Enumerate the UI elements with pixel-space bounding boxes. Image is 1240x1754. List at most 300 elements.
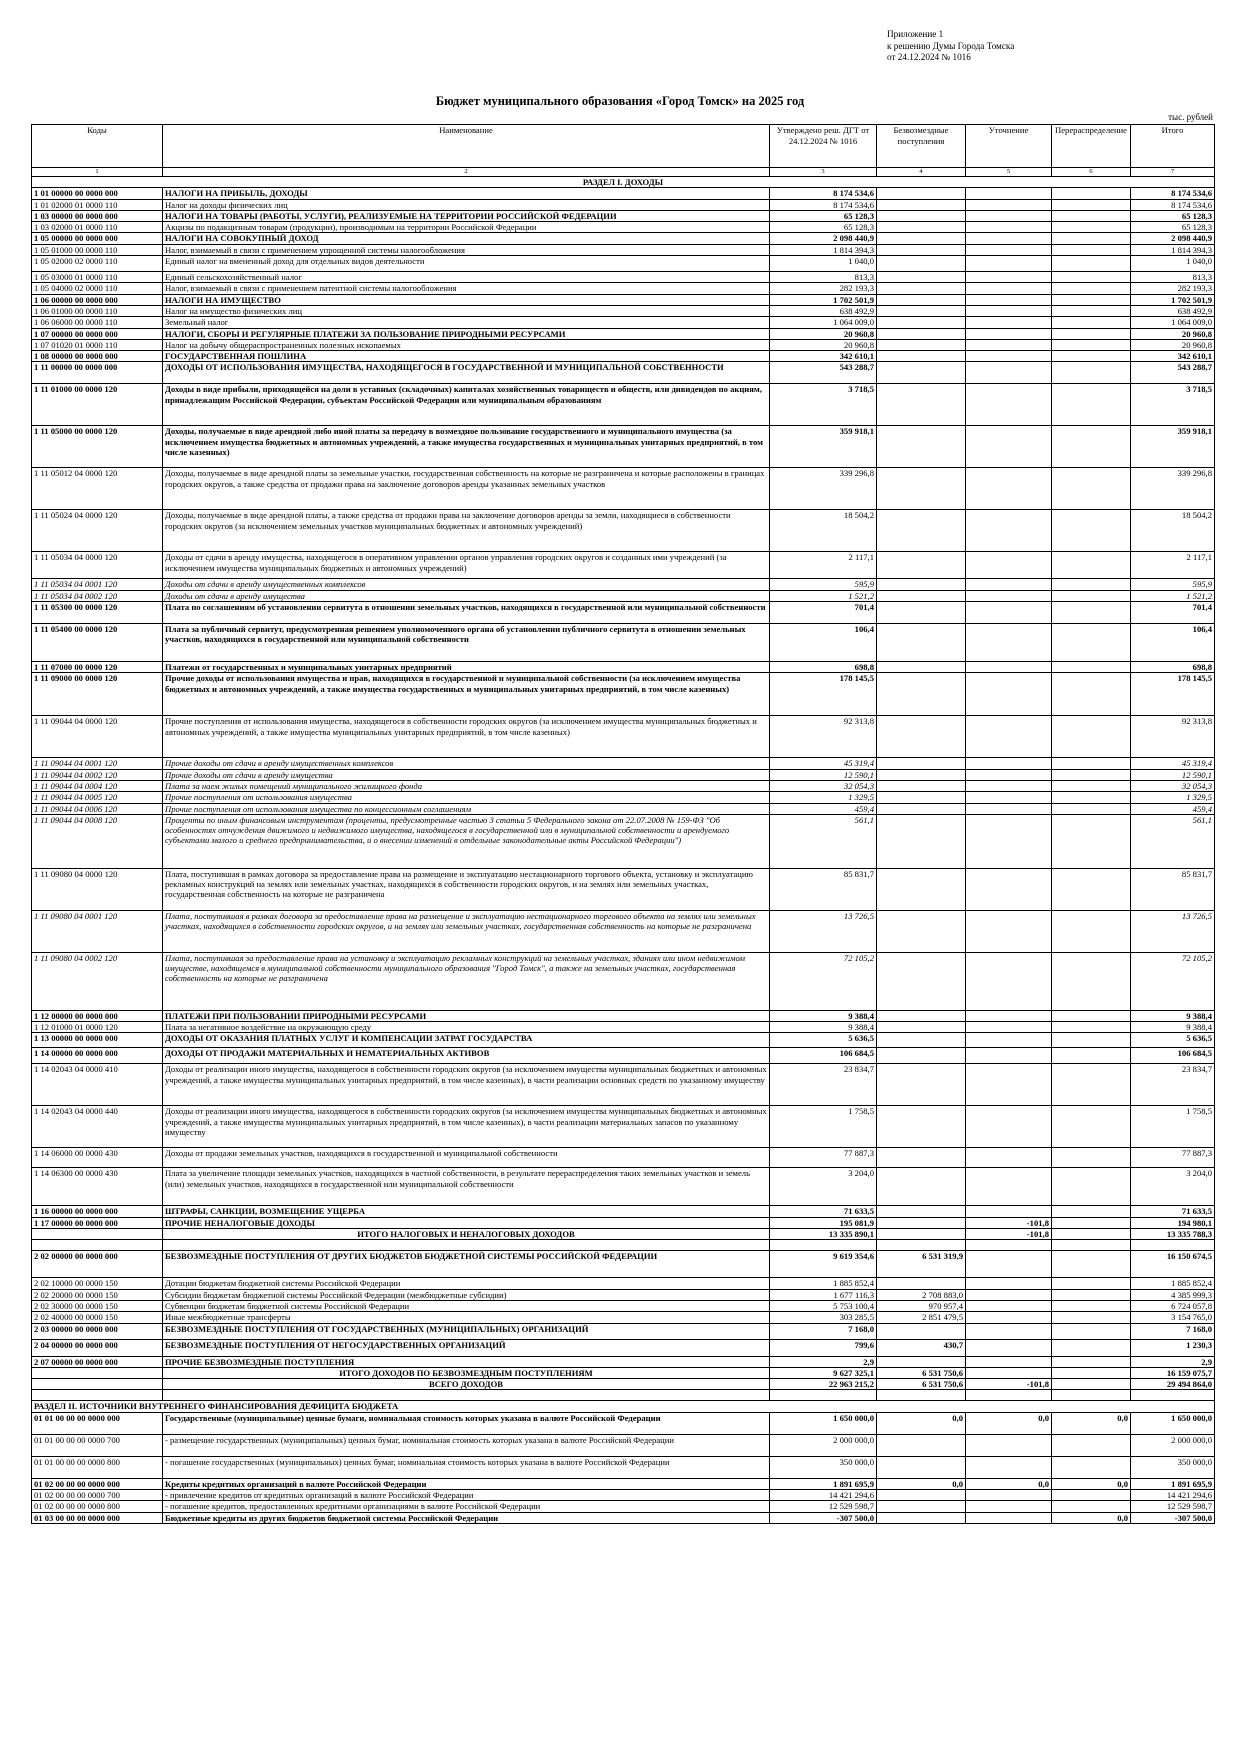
table-row — [32, 1106, 1215, 1148]
amount-cell: 2,9 — [770, 1356, 877, 1367]
table-row — [32, 602, 1215, 624]
table-row — [32, 188, 1215, 199]
table-row — [32, 758, 1215, 769]
amount-cell: 350 000,0 — [1131, 1456, 1215, 1478]
amount-cell: 2 098 440,9 — [1131, 233, 1215, 244]
code-cell: 2 02 40000 00 0000 150 — [32, 1312, 163, 1323]
amount-cell: 1 891 695,9 — [770, 1478, 877, 1489]
amount-cell — [966, 1064, 1052, 1106]
amount-cell — [1131, 1240, 1215, 1251]
amount-cell — [966, 1289, 1052, 1300]
amount-cell: 65 128,3 — [1131, 210, 1215, 221]
amount-cell: 342 610,1 — [1131, 351, 1215, 362]
col-header-total: Итого — [1131, 125, 1215, 168]
amount-cell: 0,0 — [877, 1478, 966, 1489]
total-label: ВСЕГО ДОХОДОВ — [163, 1379, 770, 1390]
amount-cell — [966, 199, 1052, 210]
amount-cell — [966, 579, 1052, 590]
amount-cell — [877, 1390, 966, 1401]
amount-cell: 92 313,8 — [1131, 716, 1215, 758]
budget-table-body — [32, 177, 1215, 1524]
name-cell: Плата, поступившая за предоставление права на установку и эксплуатацию рекламных конструкций на земельных участках, зданиях или ином недвижимом имуществе, находящемся в муниципальной собственности муниципального образования "Город Томск", а также на земельных участках, государственная собственность на которые не разграничена — [163, 952, 770, 1010]
amount-cell — [1052, 1339, 1131, 1356]
amount-cell — [1052, 803, 1131, 814]
amount-cell — [1052, 952, 1131, 1010]
amount-cell — [877, 1033, 966, 1048]
amount-cell: 303 285,5 — [770, 1312, 877, 1323]
name-cell: БЕЗВОЗМЕЗДНЫЕ ПОСТУПЛЕНИЯ ОТ ГОСУДАРСТВЕННЫХ (МУНИЦИПАЛЬНЫХ) ОРГАНИЗАЦИЙ — [163, 1323, 770, 1339]
amount-cell: 23 834,7 — [1131, 1064, 1215, 1106]
name-cell: Доходы от сдачи в аренду имущества — [163, 590, 770, 601]
code-cell: 2 02 00000 00 0000 000 — [32, 1251, 163, 1278]
amount-cell: 1 814 394,3 — [1131, 244, 1215, 255]
amount-cell: 0,0 — [1052, 1412, 1131, 1434]
code-cell: 1 06 06000 00 0000 110 — [32, 317, 163, 328]
amount-cell: 1 329,5 — [1131, 792, 1215, 803]
table-row — [32, 769, 1215, 780]
amount-cell — [877, 662, 966, 673]
name-cell: ДОХОДЫ ОТ ПРОДАЖИ МАТЕРИАЛЬНЫХ И НЕМАТЕРИАЛЬНЫХ АКТИВОВ — [163, 1048, 770, 1064]
amount-cell — [966, 1048, 1052, 1064]
amount-cell — [877, 362, 966, 384]
code-cell: 01 02 00 00 00 0000 800 — [32, 1501, 163, 1512]
amount-cell — [877, 256, 966, 272]
name-cell: Прочие доходы от использования имущества и прав, находящихся в государственной и муниципальной собственности (за исключением имущества бюджетных и автономных учреждений, а также имущества государственных и муниципальных унитарных предприятий, в том числе казенных) — [163, 673, 770, 716]
code-cell: 1 05 01000 00 0000 110 — [32, 244, 163, 255]
name-cell: ШТРАФЫ, САНКЦИИ, ВОЗМЕЩЕНИЕ УЩЕРБА — [163, 1206, 770, 1217]
amount-cell — [966, 792, 1052, 803]
name-cell: Доходы в виде прибыли, приходящейся на доли в уставных (складочных) капиталах хозяйственных товариществ и обществ, или дивидендов по акциям, принадлежащим Российской Федерации, субъектам Российской Федерации или муниципальным образованиям — [163, 384, 770, 426]
table-row — [32, 590, 1215, 601]
name-cell: Проценты по иным финансовым инструментам (проценты, предусмотренные частью 3 статьи 5 Федерального закона от 22.07.2008 № 159-ФЗ "Об особенностях отчуждения движимого и недвижимого имущества, находящегося в государственной или в муниципальной собственности и арендуемого субъектами малого и среднего предпринимательства, и о внесении изменений в отдельные законодательные акты Российской Федерации") — [163, 814, 770, 868]
amount-cell — [877, 1512, 966, 1523]
name-cell: НАЛОГИ НА ИМУЩЕСТВО — [163, 294, 770, 305]
amount-cell: 12 590,1 — [1131, 769, 1215, 780]
amount-cell: 339 296,8 — [1131, 468, 1215, 510]
amount-cell: 1 521,2 — [770, 590, 877, 601]
amount-cell: 9 388,4 — [770, 1022, 877, 1033]
amount-cell — [1052, 1356, 1131, 1367]
amount-cell: -101,8 — [966, 1229, 1052, 1240]
amount-cell — [1052, 468, 1131, 510]
amount-cell — [877, 1064, 966, 1106]
name-cell: Акцизы по подакцизным товарам (продукции), производимым на территории Российской Федерации — [163, 222, 770, 233]
amount-cell — [966, 272, 1052, 283]
amount-cell — [877, 1206, 966, 1217]
code-cell: 1 11 09044 04 0001 120 — [32, 758, 163, 769]
amount-cell — [1052, 602, 1131, 624]
amount-cell: 1 064 009,0 — [1131, 317, 1215, 328]
amount-cell: 2 117,1 — [1131, 552, 1215, 579]
amount-cell: 342 610,1 — [770, 351, 877, 362]
table-row — [32, 868, 1215, 910]
amount-cell — [1052, 579, 1131, 590]
amount-cell — [1052, 1434, 1131, 1456]
code-cell: 01 01 00 00 00 0000 700 — [32, 1434, 163, 1456]
amount-cell — [877, 188, 966, 199]
amount-cell: 195 081,9 — [770, 1217, 877, 1228]
amount-cell: -101,8 — [966, 1379, 1052, 1390]
code-cell: 1 11 09044 04 0004 120 — [32, 780, 163, 791]
amount-cell — [966, 233, 1052, 244]
amount-cell — [877, 910, 966, 952]
code-cell: 1 11 05300 00 0000 120 — [32, 602, 163, 624]
amount-cell — [1052, 272, 1131, 283]
total-row — [32, 1367, 1215, 1378]
table-row — [32, 317, 1215, 328]
amount-cell: 20 960,8 — [1131, 328, 1215, 339]
amount-cell — [1052, 792, 1131, 803]
amount-cell: 16 150 674,5 — [1131, 1251, 1215, 1278]
code-cell — [32, 1229, 163, 1240]
amount-cell — [877, 1217, 966, 1228]
code-cell: 1 07 01020 01 0000 110 — [32, 339, 163, 350]
amount-cell — [1052, 769, 1131, 780]
total-row — [32, 1229, 1215, 1240]
code-cell: 01 02 00 00 00 0000 000 — [32, 1478, 163, 1489]
code-cell: 1 11 05034 04 0001 120 — [32, 579, 163, 590]
table-row — [32, 1033, 1215, 1048]
amount-cell: -101,8 — [966, 1217, 1052, 1228]
amount-cell — [1052, 868, 1131, 910]
table-row — [32, 1434, 1215, 1456]
name-cell: НАЛОГИ НА СОВОКУПНЫЙ ДОХОД — [163, 233, 770, 244]
amount-cell — [877, 1240, 966, 1251]
column-number-row — [32, 168, 1215, 177]
amount-cell: 20 960,8 — [770, 339, 877, 350]
code-cell: 1 05 02000 02 0000 110 — [32, 256, 163, 272]
amount-cell: 4 385 999,3 — [1131, 1289, 1215, 1300]
name-cell: - погашение кредитов, предоставленных кредитными организациями в валюте Российской Федерации — [163, 1501, 770, 1512]
amount-cell: 359 918,1 — [770, 426, 877, 468]
code-cell: 1 08 00000 00 0000 000 — [32, 351, 163, 362]
table-header-row — [32, 125, 1215, 168]
amount-cell — [966, 510, 1052, 552]
amount-cell — [877, 803, 966, 814]
name-cell: Плата за увеличение площади земельных участков, находящихся в частной собственности, в результате перераспределения таких земельных участков и земель (или) земельных участков, находящихся в государственной или муниципальной собственности — [163, 1168, 770, 1206]
units-label: тыс. рублей — [1168, 112, 1213, 122]
amount-cell — [966, 803, 1052, 814]
amount-cell: 0,0 — [966, 1478, 1052, 1489]
amount-cell: 12 529 598,7 — [770, 1501, 877, 1512]
amount-cell — [966, 1367, 1052, 1378]
table-row — [32, 510, 1215, 552]
amount-cell — [877, 1148, 966, 1168]
amount-cell: 85 831,7 — [770, 868, 877, 910]
col-number: 7 — [1131, 168, 1215, 177]
name-cell: Доходы, получаемые в виде арендной платы за земельные участки, государственная собственность на которые не разграничена и которые расположены в границах городских округов, а также средства от продажи права на заключение договоров аренды указанных земельных участков — [163, 468, 770, 510]
amount-cell — [966, 384, 1052, 426]
amount-cell — [966, 1106, 1052, 1148]
col-header-codes: Коды — [32, 125, 163, 168]
amount-cell — [1052, 188, 1131, 199]
amount-cell — [1052, 673, 1131, 716]
amount-cell: 2 851 479,5 — [877, 1312, 966, 1323]
code-cell: 1 11 09080 04 0002 120 — [32, 952, 163, 1010]
amount-cell: 72 105,2 — [770, 952, 877, 1010]
amount-cell: 106,4 — [1131, 624, 1215, 662]
table-row — [32, 468, 1215, 510]
amount-cell — [966, 590, 1052, 601]
amount-cell: 1 329,5 — [770, 792, 877, 803]
col-number: 4 — [877, 168, 966, 177]
amount-cell — [966, 1312, 1052, 1323]
amount-cell: 6 724 057,8 — [1131, 1300, 1215, 1311]
name-cell: Налог, взимаемый в связи с применением патентной системы налогообложения — [163, 283, 770, 294]
amount-cell: 12 529 598,7 — [1131, 1501, 1215, 1512]
table-row — [32, 199, 1215, 210]
amount-cell — [877, 814, 966, 868]
amount-cell — [877, 758, 966, 769]
table-row — [32, 952, 1215, 1010]
name-cell: Иные межбюджетные трансферты — [163, 1312, 770, 1323]
amount-cell: 9 388,4 — [1131, 1022, 1215, 1033]
name-cell — [163, 1240, 770, 1251]
total-label: ИТОГО НАЛОГОВЫХ И НЕНАЛОГОВЫХ ДОХОДОВ — [163, 1229, 770, 1240]
table-row — [32, 283, 1215, 294]
table-row — [32, 673, 1215, 716]
code-cell — [32, 1379, 163, 1390]
amount-cell — [966, 362, 1052, 384]
amount-cell: 282 193,3 — [1131, 283, 1215, 294]
table-row — [32, 222, 1215, 233]
section-title: РАЗДЕЛ I. ДОХОДЫ — [32, 177, 1215, 188]
amount-cell — [966, 351, 1052, 362]
amount-cell: 970 957,4 — [877, 1300, 966, 1311]
amount-cell — [966, 1512, 1052, 1523]
amount-cell — [877, 1356, 966, 1367]
amount-cell — [966, 305, 1052, 316]
amount-cell: 561,1 — [1131, 814, 1215, 868]
amount-cell: 9 388,4 — [770, 1010, 877, 1021]
amount-cell: 339 296,8 — [770, 468, 877, 510]
code-cell: 1 01 02000 01 0000 110 — [32, 199, 163, 210]
col-header-grants: Безвозмездные поступления — [877, 125, 966, 168]
amount-cell: 2 708 883,0 — [877, 1289, 966, 1300]
code-cell: 1 12 00000 00 0000 000 — [32, 1010, 163, 1021]
amount-cell — [966, 602, 1052, 624]
amount-cell — [877, 1456, 966, 1478]
col-header-clarification: Уточнение — [966, 125, 1052, 168]
amount-cell: 1 758,5 — [770, 1106, 877, 1148]
code-cell: 1 14 06000 00 0000 430 — [32, 1148, 163, 1168]
name-cell: Прочие поступления от использования имущества — [163, 792, 770, 803]
table-row — [32, 624, 1215, 662]
name-cell — [163, 1390, 770, 1401]
amount-cell: 701,4 — [1131, 602, 1215, 624]
name-cell: Доходы от сдачи в аренду имущества, находящегося в оперативном управлении органов управления городских округов и созданных ими учреждений (за исключением имущества муниципальных бюджетных и автономных учреждений) — [163, 552, 770, 579]
amount-cell: 543 288,7 — [770, 362, 877, 384]
code-cell: 1 05 04000 02 0000 110 — [32, 283, 163, 294]
amount-cell: 9 388,4 — [1131, 1010, 1215, 1021]
amount-cell — [966, 1501, 1052, 1512]
amount-cell: 1 650 000,0 — [770, 1412, 877, 1434]
amount-cell — [966, 283, 1052, 294]
amount-cell: 72 105,2 — [1131, 952, 1215, 1010]
amount-cell — [1052, 210, 1131, 221]
amount-cell — [1052, 716, 1131, 758]
amount-cell: 0,0 — [966, 1412, 1052, 1434]
amount-cell: 638 492,9 — [770, 305, 877, 316]
name-cell: Прочие доходы от сдачи в аренду имущества — [163, 769, 770, 780]
amount-cell — [1052, 1289, 1131, 1300]
code-cell: 1 12 01000 01 0000 120 — [32, 1022, 163, 1033]
table-row — [32, 233, 1215, 244]
name-cell: Доходы от продажи земельных участков, находящихся в государственной и муниципальной собственности — [163, 1148, 770, 1168]
amount-cell — [877, 602, 966, 624]
code-cell: 2 02 20000 00 0000 150 — [32, 1289, 163, 1300]
name-cell: Налог, взимаемый в связи с применением упрощенной системы налогообложения — [163, 244, 770, 255]
amount-cell: 12 590,1 — [770, 769, 877, 780]
code-cell: 1 11 09000 00 0000 120 — [32, 673, 163, 716]
name-cell: - размещение государственных (муниципальных) ценных бумаг, номинальная стоимость которых указана в валюте Российской Федерации — [163, 1434, 770, 1456]
amount-cell — [877, 272, 966, 283]
table-row — [32, 1512, 1215, 1523]
table-row — [32, 716, 1215, 758]
amount-cell — [966, 769, 1052, 780]
code-cell: 2 03 00000 00 0000 000 — [32, 1323, 163, 1339]
amount-cell: 813,3 — [1131, 272, 1215, 283]
code-cell: 1 11 07000 00 0000 120 — [32, 662, 163, 673]
amount-cell: 359 918,1 — [1131, 426, 1215, 468]
code-cell: 1 03 00000 00 0000 000 — [32, 210, 163, 221]
amount-cell — [1131, 1390, 1215, 1401]
code-cell: 1 11 05012 04 0000 120 — [32, 468, 163, 510]
amount-cell — [1052, 1278, 1131, 1289]
code-cell: 1 05 03000 01 0000 110 — [32, 272, 163, 283]
amount-cell: 561,1 — [770, 814, 877, 868]
amount-cell — [966, 1300, 1052, 1311]
amount-cell: 8 174 534,6 — [1131, 199, 1215, 210]
amount-cell — [966, 952, 1052, 1010]
amount-cell: 1 702 501,9 — [770, 294, 877, 305]
code-cell: 1 07 00000 00 0000 000 — [32, 328, 163, 339]
name-cell: Доходы, получаемые в виде арендной платы, а также средства от продажи права на заключение договоров аренды за земли, находящиеся в собственности городских округов (за исключением земельных участков муниципальных бюджетных и автономных учреждений) — [163, 510, 770, 552]
amount-cell: 20 960,8 — [1131, 339, 1215, 350]
amount-cell — [1052, 780, 1131, 791]
amount-cell: 18 504,2 — [1131, 510, 1215, 552]
amount-cell — [877, 868, 966, 910]
amount-cell — [1052, 590, 1131, 601]
amount-cell: 45 319,4 — [1131, 758, 1215, 769]
code-cell: 2 04 00000 00 0000 000 — [32, 1339, 163, 1356]
amount-cell — [966, 1033, 1052, 1048]
amount-cell — [1052, 1106, 1131, 1148]
amount-cell — [1052, 1312, 1131, 1323]
name-cell: Дотации бюджетам бюджетной системы Российской Федерации — [163, 1278, 770, 1289]
amount-cell — [1052, 1501, 1131, 1512]
name-cell: Плата за наем жилых помещений муниципального жилищного фонда — [163, 780, 770, 791]
amount-cell — [1052, 1217, 1131, 1228]
amount-cell: 65 128,3 — [1131, 222, 1215, 233]
amount-cell: 2 000 000,0 — [1131, 1434, 1215, 1456]
code-cell: 1 11 05024 04 0000 120 — [32, 510, 163, 552]
code-cell: 1 14 02043 04 0000 440 — [32, 1106, 163, 1148]
code-cell: 1 14 00000 00 0000 000 — [32, 1048, 163, 1064]
table-row — [32, 328, 1215, 339]
amount-cell: 77 887,3 — [1131, 1148, 1215, 1168]
amount-cell — [1052, 510, 1131, 552]
col-number: 3 — [770, 168, 877, 177]
amount-cell — [1052, 1022, 1131, 1033]
amount-cell — [1052, 1010, 1131, 1021]
code-cell: 1 14 02043 04 0000 410 — [32, 1064, 163, 1106]
code-cell: 1 11 09044 04 0008 120 — [32, 814, 163, 868]
amount-cell: 7 168,0 — [1131, 1323, 1215, 1339]
table-row — [32, 1312, 1215, 1323]
appendix-line-1: Приложение 1 — [887, 29, 944, 39]
code-cell: 1 11 09044 04 0005 120 — [32, 792, 163, 803]
table-row — [32, 1289, 1215, 1300]
table-row — [32, 1240, 1215, 1251]
amount-cell — [966, 814, 1052, 868]
name-cell: ПРОЧИЕ НЕНАЛОГОВЫЕ ДОХОДЫ — [163, 1217, 770, 1228]
total-label: ИТОГО ДОХОДОВ ПО БЕЗВОЗМЕЗДНЫМ ПОСТУПЛЕНИЯМ — [163, 1367, 770, 1378]
amount-cell — [1052, 283, 1131, 294]
name-cell: Единый налог на вмененный доход для отдельных видов деятельности — [163, 256, 770, 272]
amount-cell — [877, 1489, 966, 1500]
table-row — [32, 803, 1215, 814]
amount-cell — [877, 952, 966, 1010]
amount-cell: 178 145,5 — [770, 673, 877, 716]
name-cell: Налог на добычу общераспространенных полезных ископаемых — [163, 339, 770, 350]
table-row — [32, 1501, 1215, 1512]
amount-cell: 1 885 852,4 — [1131, 1278, 1215, 1289]
amount-cell — [1052, 1206, 1131, 1217]
amount-cell: 77 887,3 — [770, 1148, 877, 1168]
amount-cell — [1052, 256, 1131, 272]
code-cell: 1 11 05400 00 0000 120 — [32, 624, 163, 662]
amount-cell — [1052, 351, 1131, 362]
amount-cell: 106,4 — [770, 624, 877, 662]
name-cell: ДОХОДЫ ОТ ИСПОЛЬЗОВАНИЯ ИМУЩЕСТВА, НАХОДЯЩЕГОСЯ В ГОСУДАРСТВЕННОЙ И МУНИЦИПАЛЬНОЙ СОБСТВЕННОСТИ — [163, 362, 770, 384]
amount-cell: 3 154 765,0 — [1131, 1312, 1215, 1323]
col-number: 6 — [1052, 168, 1131, 177]
amount-cell — [966, 716, 1052, 758]
amount-cell — [966, 1456, 1052, 1478]
amount-cell — [966, 1278, 1052, 1289]
amount-cell — [877, 1323, 966, 1339]
amount-cell — [877, 339, 966, 350]
amount-cell — [1052, 1390, 1131, 1401]
section-title: РАЗДЕЛ II. ИСТОЧНИКИ ВНУТРЕННЕГО ФИНАНСИРОВАНИЯ ДЕФИЦИТА БЮДЖЕТА — [32, 1401, 1215, 1412]
amount-cell — [1052, 426, 1131, 468]
amount-cell — [877, 552, 966, 579]
amount-cell: 20 960,8 — [770, 328, 877, 339]
amount-cell: 7 168,0 — [770, 1323, 877, 1339]
amount-cell — [1052, 1367, 1131, 1378]
code-cell: 1 11 09080 04 0000 120 — [32, 868, 163, 910]
name-cell: ДОХОДЫ ОТ ОКАЗАНИЯ ПЛАТНЫХ УСЛУГ И КОМПЕНСАЦИИ ЗАТРАТ ГОСУДАРСТВА — [163, 1033, 770, 1048]
name-cell: ГОСУДАРСТВЕННАЯ ПОШЛИНА — [163, 351, 770, 362]
amount-cell — [877, 317, 966, 328]
section-header-row — [32, 177, 1215, 188]
amount-cell — [966, 1022, 1052, 1033]
amount-cell: 701,4 — [770, 602, 877, 624]
name-cell: Субсидии бюджетам бюджетной системы Российской Федерации (межбюджетные субсидии) — [163, 1289, 770, 1300]
amount-cell — [877, 222, 966, 233]
col-number: 1 — [32, 168, 163, 177]
code-cell: 1 06 01000 00 0000 110 — [32, 305, 163, 316]
amount-cell — [966, 910, 1052, 952]
table-row — [32, 1478, 1215, 1489]
amount-cell — [1052, 552, 1131, 579]
amount-cell — [1052, 328, 1131, 339]
table-row — [32, 1278, 1215, 1289]
amount-cell: 0,0 — [877, 1412, 966, 1434]
amount-cell — [1052, 814, 1131, 868]
amount-cell — [966, 552, 1052, 579]
